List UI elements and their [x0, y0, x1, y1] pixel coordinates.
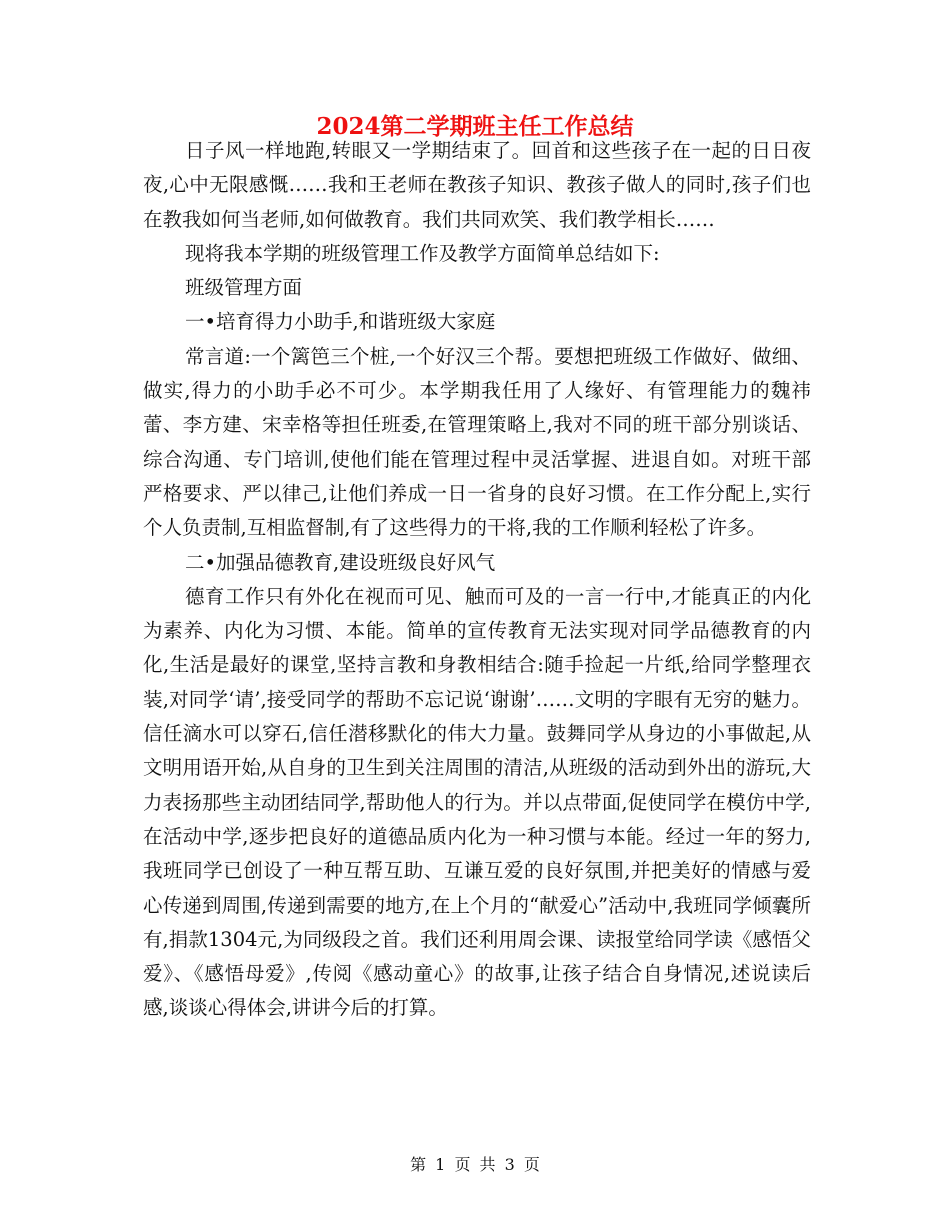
document-title: 2024第二学期班主任工作总结 [316, 113, 634, 140]
document-body [143, 134, 811, 1026]
section-heading-class-management: 班级管理方面 [185, 276, 303, 300]
paragraph-helpers: 常言道:一个篱笆三个桩,一个好汉三个帮。要想把班级工作做好、做细、做实,得力的小助手必不可少。本学期我任用了人缘好、有管理能力的魏祎蕾、李方建、宋幸格等担任班委,在管理策略上,我对不同的班干部分别谈话、综合沟通、专门培训,使他们能在管理过程中灵活掌握、进退自如。对班干部严格要求、严以律己,让他们养成一日一省身的良好习惯。在工作分配上,实行个人负责制,互相监督制,有了这些得力的干将,我的工作顺利轻松了许多。 [143, 344, 811, 540]
intro-paragraph: 日子风一样地跑,转眼又一学期结束了。回首和这些孩子在一起的日日夜夜,心中无限感慨……我和王老师在教孩子知识、教孩子做人的同时,孩子们也在教我如何当老师,如何做教育。我们共同欢笑、我们教学相长…… [143, 139, 811, 231]
summary-intro-paragraph: 现将我本学期的班级管理工作及教学方面简单总结如下: [185, 241, 660, 265]
page-footer: 第 1 页 共 3 页 [410, 1155, 540, 1174]
subheading-two: 二•加强品德教育,建设班级良好风气 [185, 550, 496, 574]
subheading-one: 一•培育得力小助手,和谐班级大家庭 [185, 310, 496, 334]
paragraph-moral-education: 德育工作只有外化在视而可见、触而可及的一言一行中,才能真正的内化为素养、内化为习惯、本能。简单的宣传教育无法实现对同学品德教育的内化,生活是最好的课堂,坚持言教和身教相结合:随手捡起一片纸,给同学整理衣装,对同学‘请’,接受同学的帮助不忘记说‘谢谢’……文明的字眼有无穷的魅力。信任滴水可以穿石,信任潜移默化的伟大力量。鼓舞同学从身边的小事做起,从文明用语开始,从自身的卫生到关注周围的清洁,从班级的活动到外出的游玩,大力表扬那些主动团结同学,帮助他人的行为。并以点带面,促使同学在模仿中学,在活动中学,逐步把良好的道德品质内化为一种习惯与本能。经过一年的努力,我班同学已创设了一种互帮互助、互谦互爱的良好氛围,并把美好的情感与爱心传递到周围,传递到需要的地方,在上个月的“献爱心”活动中,我班同学倾囊所有,捐款1304元,为同级段之首。我们还利用周会课、读报堂给同学读《感悟父爱》、《感悟母爱》,传阅《感动童心》的故事,让孩子结合自身情况,述说读后感,谈谈心得体会,讲讲今后的打算。 [143, 584, 811, 1020]
